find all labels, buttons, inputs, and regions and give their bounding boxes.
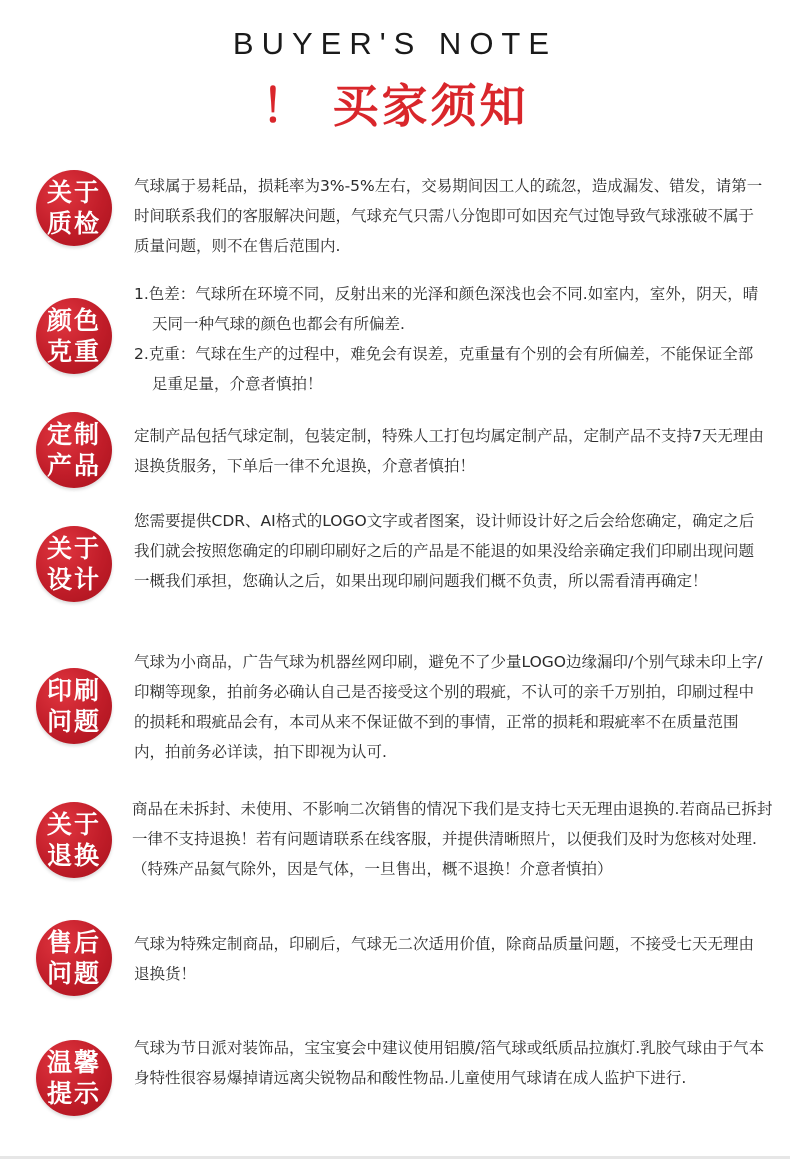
section-text (134, 279, 768, 399)
paragraph: 1.色差：气球所在环境不同，反射出来的光泽和颜色深浅也会不同.如室内，室外，阴天，晴天同一种气球的颜色也都会有所偏差. (134, 285, 759, 333)
badge-line-1: 关于 (46, 178, 101, 207)
badge-line-2: 提示 (46, 1079, 101, 1108)
badge-line-1: 印刷 (46, 676, 101, 705)
badge-custom-products (36, 412, 112, 488)
paragraph: 气球属于易耗品，损耗率为3%-5%左右，交易期间因工人的疏忽，造成漏发、错发，请第一时间联系我们的客服解决问题，气球充气只需八分饱即可如因充气过饱导致气球涨破不属于质量问题，则不在售后范围内. (134, 177, 763, 255)
section-text (134, 647, 768, 767)
bottom-divider (0, 1156, 790, 1159)
badge-line-2: 问题 (46, 959, 101, 988)
section-text (134, 171, 768, 261)
english-title: BUYER'S NOTE (232, 26, 558, 61)
paragraph: 2.克重：气球在生产的过程中，难免会有误差，克重量有个别的会有所偏差，不能保证全部足重足量，介意者慎拍！ (134, 345, 754, 393)
badge-design (36, 526, 112, 602)
paragraph: 气球为节日派对装饰品，宝宝宴会中建议使用铝膜/箔气球或纸质品拉旗灯.乳胶气球由于气本身特性很容易爆掉请远离尖锐物品和酸性物品.儿童使用气球请在成人监护下进行. (134, 1039, 765, 1087)
badge-line-1: 售后 (46, 928, 101, 957)
paragraph: 您需要提供CDR、AI格式的LOGO文字或者图案，设计师设计好之后会给您确定，确定之后我们就会按照您确定的印刷印刷好之后的产品是不能退的如果没给亲确定我们印刷出现问题一概我们承担，您确认之后，如果出现印刷问题我们概不负责，所以需看清再确定！ (134, 512, 755, 590)
paragraph: 定制产品包括气球定制，包装定制，特殊人工打包均属定制产品，定制产品不支持7天无理由退换货服务，下单后一律不允退换，介意者慎拍！ (134, 427, 764, 475)
badge-warm-tips (36, 1040, 112, 1116)
badge-color-weight (36, 298, 112, 374)
chinese-title (0, 70, 790, 136)
chinese-title-text: 买家须知 (332, 79, 529, 133)
badge-line-1: 定制 (46, 420, 101, 449)
badge-line-1: 关于 (46, 534, 101, 563)
badge-line-2: 克重 (46, 337, 101, 366)
header (0, 0, 790, 150)
exclamation-mark: ！ (261, 79, 311, 133)
badge-line-2: 产品 (46, 451, 101, 480)
section-text (134, 929, 768, 989)
badge-line-2: 质检 (46, 209, 101, 238)
section-text (132, 794, 782, 884)
paragraph: 商品在未拆封、未使用、不影响二次销售的情况下我们是支持七天无理由退换的.若商品已拆封一律不支持退换！若有问题请联系在线客服，并提供清晰照片，以便我们及时为您核对处理.（特殊产品氦气除外，因是气体，一旦售出，概不退换！介意者慎拍） (132, 800, 773, 878)
paragraph: 气球为小商品，广告气球为机器丝网印刷，避免不了少量LOGO边缘漏印/个别气球未印上字/印糊等现象，拍前务必确认自己是否接受这个别的瑕疵，不认可的亲千万别拍，印刷过程中的损耗和瑕疵品会有，本司从来不保证做不到的事情，正常的损耗和瑕疵率不在质量范围内，拍前务必详读，拍下即视为认可. (134, 653, 763, 761)
badge-line-2: 问题 (46, 707, 101, 736)
badge-line-1: 关于 (46, 810, 101, 839)
badge-line-2: 退换 (46, 841, 101, 870)
badge-quality-inspection (36, 170, 112, 246)
badge-line-1: 颜色 (46, 306, 101, 335)
badge-line-1: 温馨 (46, 1048, 101, 1077)
badge-printing-issues (36, 668, 112, 744)
section-text (134, 1033, 768, 1093)
section-text (134, 421, 768, 481)
badge-line-2: 设计 (46, 565, 101, 594)
section-text (134, 506, 768, 596)
badge-after-sales (36, 920, 112, 996)
badge-returns (36, 802, 112, 878)
paragraph: 气球为特殊定制商品，印刷后，气球无二次适用价值，除商品质量问题，不接受七天无理由退换货！ (134, 935, 755, 983)
